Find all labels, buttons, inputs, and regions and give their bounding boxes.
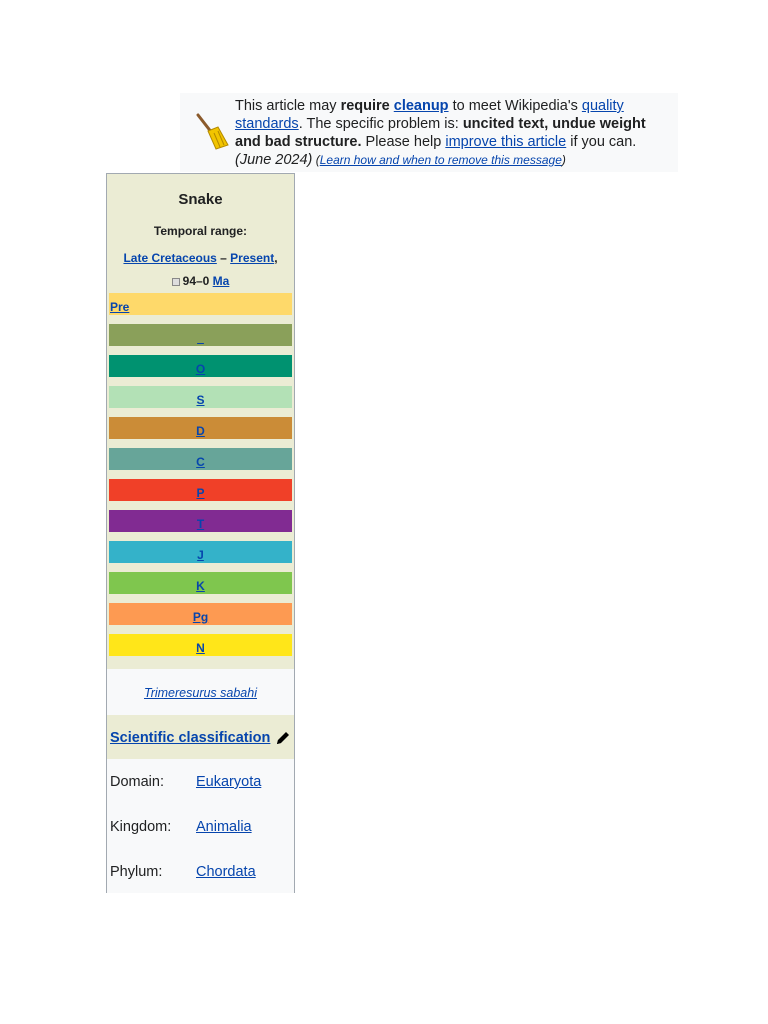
period-link-6[interactable]: P — [196, 486, 205, 500]
period-bar-6 — [109, 479, 292, 501]
period-bar-10 — [109, 603, 292, 625]
broom-icon — [190, 111, 230, 151]
quality-standards-link[interactable]: quality standards — [235, 98, 624, 132]
taxobox — [106, 173, 295, 893]
period-bar-4 — [109, 417, 292, 439]
domain-key: Domain: — [110, 774, 164, 790]
timeline-icon[interactable] — [172, 278, 180, 286]
classification-row-kingdom — [107, 804, 294, 848]
notice-require: require — [340, 98, 394, 114]
period-bar-11 — [109, 634, 292, 656]
taxobox-title: Snake — [178, 191, 223, 208]
notice-date: (June 2024) — [235, 152, 313, 168]
period-link-9[interactable]: K — [196, 579, 205, 593]
range-dash: – — [216, 251, 231, 265]
period-bar-3 — [109, 386, 292, 408]
notice-text — [235, 97, 671, 169]
notice-text-5: Please help — [361, 134, 446, 150]
period-bar-0 — [109, 293, 292, 315]
period-bar-2 — [109, 355, 292, 377]
period-link-4[interactable]: D — [196, 424, 205, 438]
cleanup-link[interactable]: cleanup — [393, 98, 449, 114]
kingdom-value-link[interactable]: Animalia — [196, 819, 252, 835]
scientific-classification-link[interactable]: Scientific classification — [110, 730, 271, 746]
notice-paren-open: ( — [312, 153, 320, 167]
kingdom-key: Kingdom: — [110, 819, 172, 835]
temporal-range-label: Temporal range: — [153, 224, 248, 238]
cleanup-notice — [180, 93, 678, 172]
edit-pencil-icon[interactable] — [275, 730, 291, 746]
improve-article-link[interactable]: improve this article — [445, 134, 567, 150]
period-link-10[interactable]: Pg — [192, 610, 209, 624]
notice-text-6: if you can. — [566, 134, 637, 150]
temporal-range — [107, 247, 294, 293]
notice-text-3: to meet Wikipedia's — [448, 98, 582, 114]
notice-text-4: . The specific problem is: — [298, 116, 463, 132]
period-link-11[interactable]: N — [196, 641, 205, 655]
period-bar-8 — [109, 541, 292, 563]
period-bar-7 — [109, 510, 292, 532]
learn-remove-link[interactable]: Learn how and when to remove this message — [319, 153, 562, 167]
period-link-0[interactable]: Pre — [110, 300, 130, 314]
image-caption-link[interactable]: Trimeresurus sabahi — [143, 686, 257, 700]
period-link-1[interactable]: _ — [197, 331, 204, 345]
scientific-classification-header — [107, 715, 294, 759]
period-link-7[interactable]: T — [196, 517, 205, 531]
period-link-3[interactable]: S — [196, 393, 205, 407]
notice-paren-close: ) — [561, 153, 566, 167]
period-link-2[interactable]: O — [195, 362, 206, 376]
present-link[interactable]: Present — [230, 251, 275, 265]
phylum-key: Phylum: — [110, 864, 163, 880]
range-comma: , — [274, 251, 278, 265]
period-bar-5 — [109, 448, 292, 470]
period-bar-9 — [109, 572, 292, 594]
notice-text-1: This article may — [235, 98, 341, 114]
notice-problem: uncited text, undue weight and bad structure. — [235, 116, 646, 150]
period-bar-1 — [109, 324, 292, 346]
domain-value-link[interactable]: Eukaryota — [196, 774, 262, 790]
period-link-5[interactable]: C — [196, 455, 205, 469]
classification-row-phylum — [107, 849, 294, 893]
late-cretaceous-link[interactable]: Late Cretaceous — [123, 251, 217, 265]
classification-row-domain — [107, 759, 294, 803]
range-ma-value: 94–0 — [182, 274, 213, 288]
image-caption — [107, 686, 294, 700]
period-link-8[interactable]: J — [197, 548, 204, 562]
ma-link[interactable]: Ma — [212, 274, 230, 288]
phylum-value-link[interactable]: Chordata — [196, 864, 256, 880]
